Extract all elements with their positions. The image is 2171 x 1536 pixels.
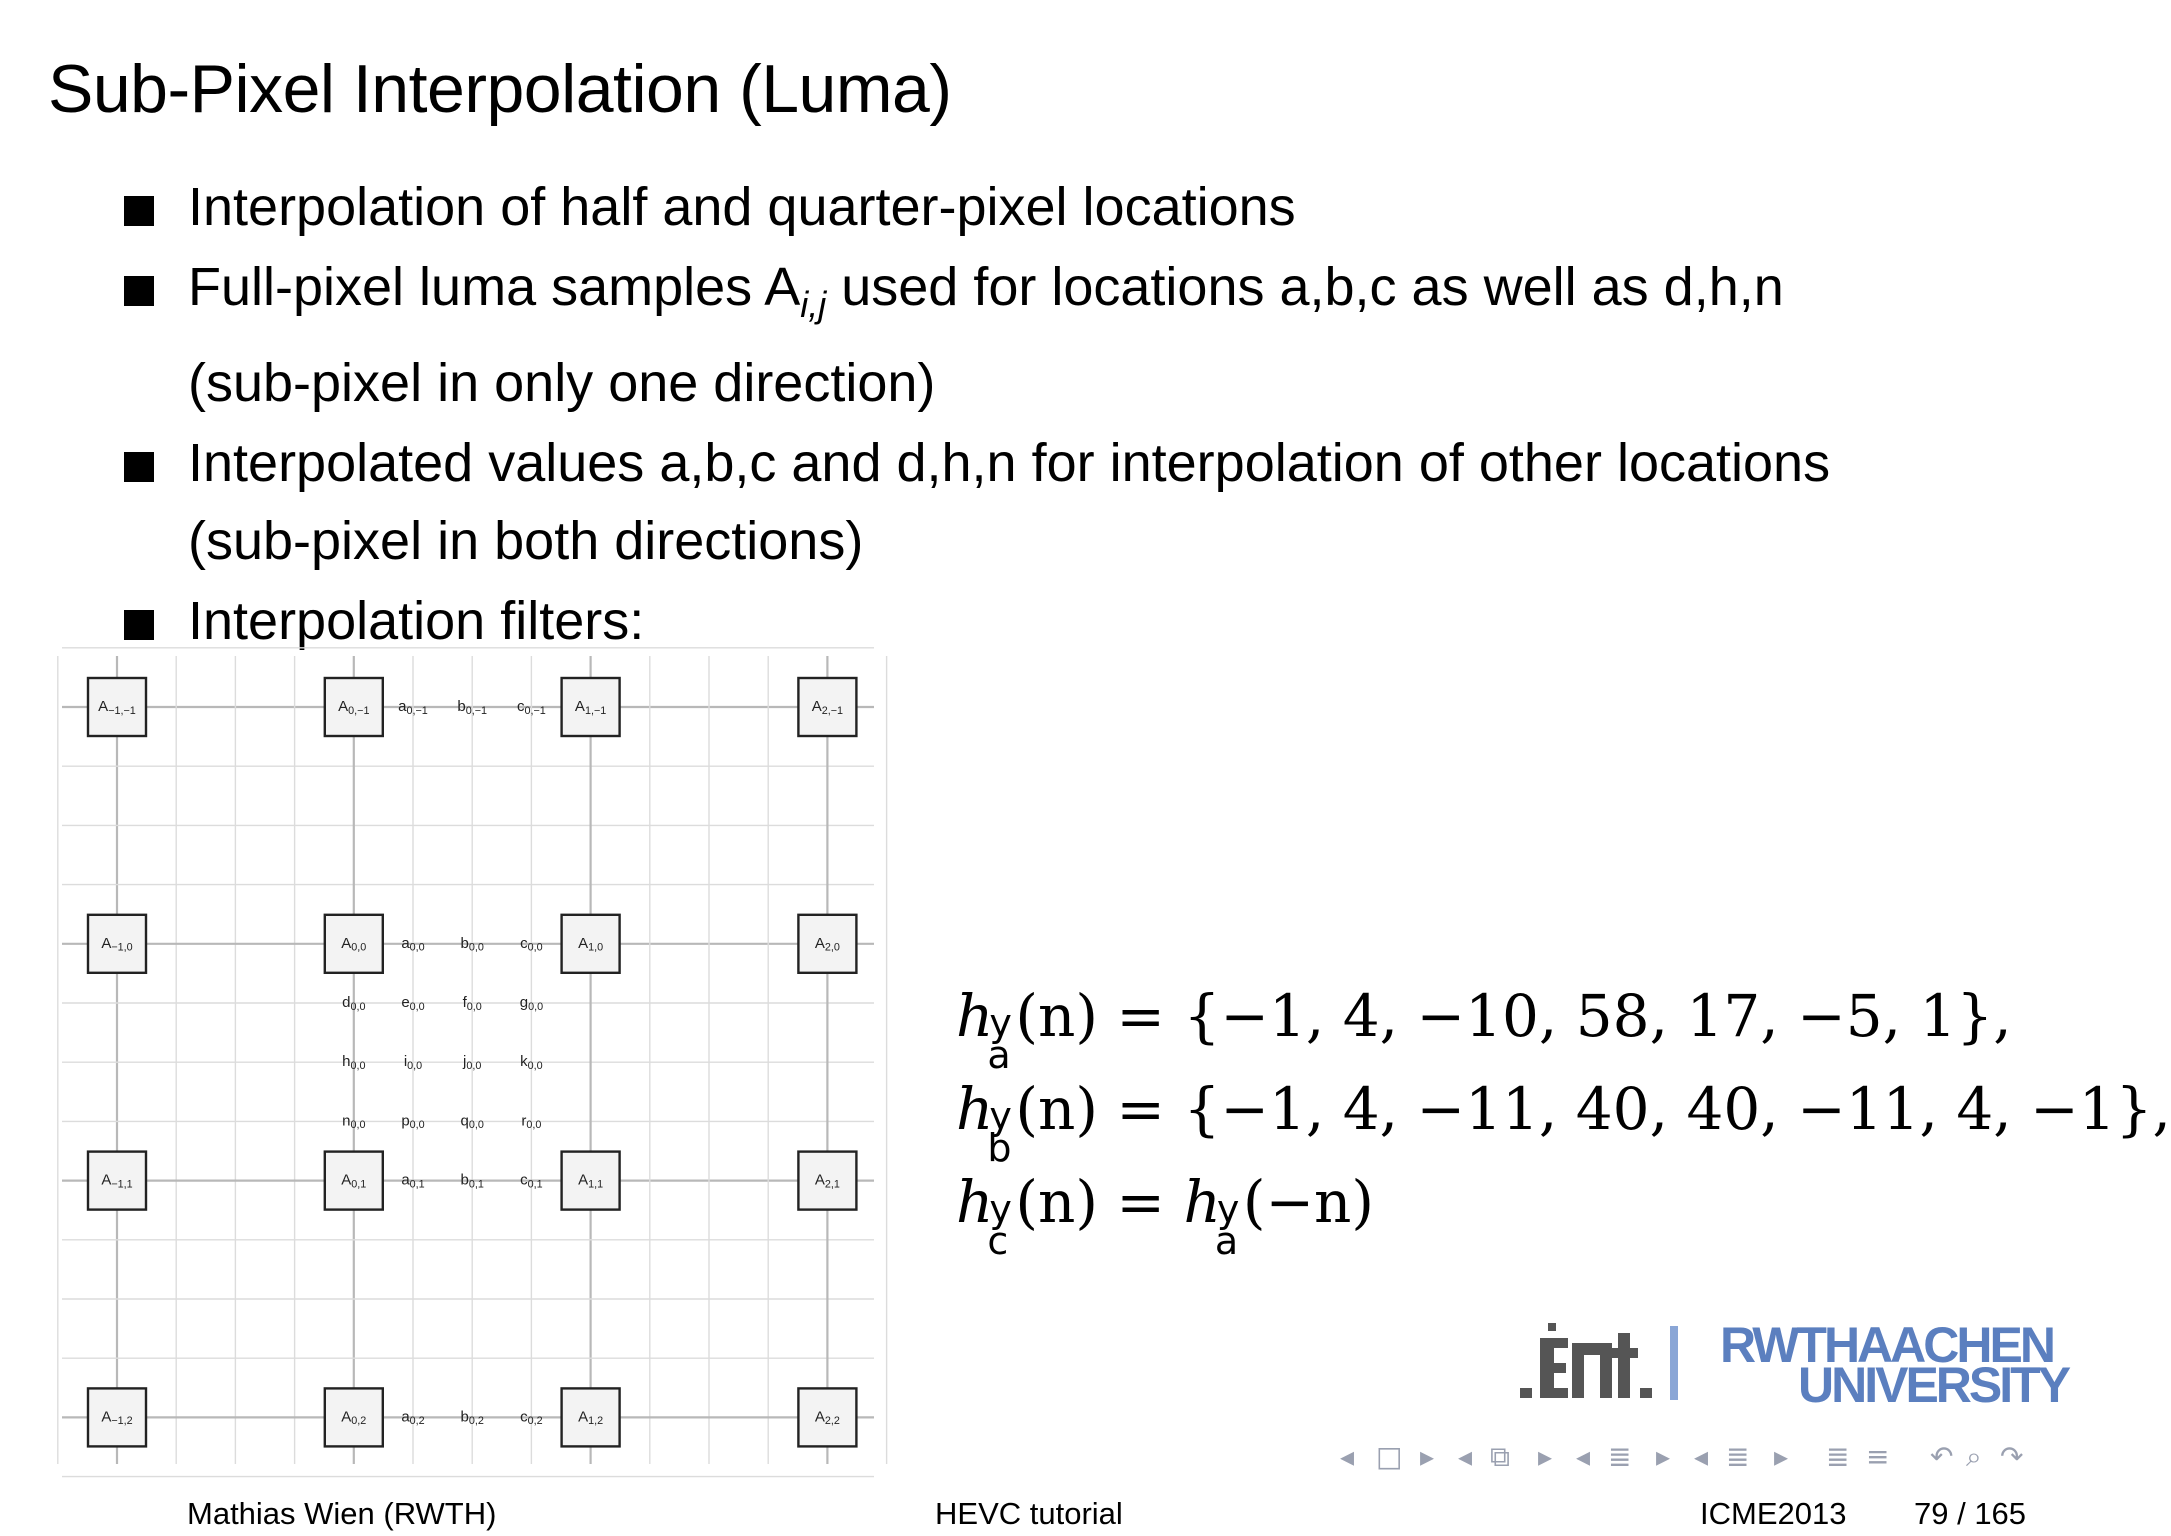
pixel-label: $A_{0,1}$ [341, 1171, 367, 1191]
pixel-label: $A_{2,2}$ [814, 1408, 840, 1428]
pixel-label: $p_{0,0}$ [401, 1112, 425, 1132]
bullet-list [124, 168, 2004, 662]
bullet-text-pre: Full-pixel luma samples A [188, 257, 801, 317]
pixel-label: $A_{-1,0}$ [101, 934, 133, 954]
pixel-label: $h_{0,0}$ [342, 1053, 366, 1072]
pixel-label: $r_{0,0}$ [521, 1112, 542, 1132]
formula-hc: h y c (n) = h y a (−n) [956, 1156, 2171, 1249]
pixel-label: $A_{2,-1}$ [811, 697, 844, 717]
nav-arrow-left-icon[interactable]: ◂ [1458, 1440, 1473, 1473]
nav-arrow-left-icon[interactable]: ◂ [1340, 1440, 1355, 1473]
bullet-item [124, 248, 2004, 422]
bullet-square-icon [124, 276, 154, 306]
pixel-label: $c_{0,2}$ [520, 1408, 543, 1428]
bullet-text-post: used for locations a,b,c as well as d,h,n [826, 257, 1784, 317]
formula-ha: h y a (n) = {−1, 4, −10, 58, 17, −5, 1}, [956, 970, 2171, 1063]
pixel-label: $g_{0,0}$ [519, 993, 544, 1013]
formula-sub: a [987, 1033, 1011, 1077]
formula-rhs: (n) = {−1, 4, −11, 40, 40, −11, 4, −1}, [1015, 1075, 2171, 1143]
pixel-label: $A_{1,-1}$ [574, 697, 607, 717]
pixel-label: $A_{-1,2}$ [101, 1408, 133, 1428]
pixel-label: $A_{1,1}$ [578, 1171, 604, 1191]
formula-sup: y [989, 1094, 1012, 1138]
footer-page-number: 79 / 165 [1914, 1496, 2027, 1531]
bullet-text: Interpolation filters: [188, 591, 645, 651]
formula-rhs-tail: (−n) [1242, 1168, 1375, 1236]
footer-event: ICME2013 [1700, 1496, 1847, 1531]
formula-sup: y [989, 1001, 1012, 1045]
nav-arrow-right-icon[interactable]: ▸ [1774, 1440, 1789, 1473]
pixel-label: $A_{0,0}$ [341, 934, 367, 954]
pixel-label: $a_{0,2}$ [401, 1408, 425, 1428]
pixel-label: $A_{1,0}$ [578, 934, 604, 954]
ient-logo-mark [1520, 1323, 1652, 1398]
bullet-item [124, 424, 2004, 580]
pixel-label: $f_{0,0}$ [462, 993, 482, 1013]
pixel-label: $q_{0,0}$ [460, 1112, 484, 1132]
pixel-label: $c_{0,1}$ [520, 1171, 543, 1191]
nav-undo-icon[interactable]: ↶ [1930, 1440, 1954, 1473]
bullet-subscript: i,j [800, 284, 827, 325]
formula-sub: a [1214, 1219, 1239, 1263]
nav-toc-icon[interactable]: ≣ [1826, 1440, 1850, 1473]
nav-arrow-right-icon[interactable]: ▸ [1538, 1440, 1553, 1473]
pixel-label: $a_{0,0}$ [401, 934, 425, 954]
pixel-label: $a_{0,1}$ [401, 1171, 425, 1191]
pixel-label: $A_{0,-1}$ [338, 697, 370, 717]
footer-author: Mathias Wien (RWTH) [187, 1496, 497, 1531]
bullet-square-icon [124, 452, 154, 482]
bullet-text-line2: (sub-pixel in only one direction) [188, 353, 936, 413]
bullet-item [124, 168, 2004, 246]
pixel-label: $c_{0,-1}$ [516, 697, 546, 717]
pixel-label: $k_{0,0}$ [520, 1053, 543, 1072]
formula-rhs: (n) = [1015, 1168, 1184, 1236]
filter-formulas [956, 970, 2171, 1263]
nav-align-icon[interactable]: ≡ [1866, 1440, 1890, 1473]
footer-title: HEVC tutorial [935, 1496, 1123, 1531]
bullet-text: Interpolated values a,b,c and d,h,n for interpolation of other locations [188, 433, 1831, 493]
bullet-text: Interpolation of half and quarter-pixel locations [188, 177, 1296, 237]
pixel-label: $A_{-1,-1}$ [98, 697, 136, 717]
nav-search-icon[interactable]: ⌕ [1966, 1440, 1982, 1473]
pixel-label: $a_{0,-1}$ [398, 697, 428, 717]
pixel-label: $j_{0,0}$ [463, 1053, 482, 1072]
formula-hb: h y b (n) = {−1, 4, −11, 40, 40, −11, 4, −1}, [956, 1063, 2171, 1156]
nav-arrow-left-icon[interactable]: ◂ [1576, 1440, 1591, 1473]
pixel-label: $A_{2,0}$ [814, 934, 840, 954]
formula-sup: y [989, 1187, 1012, 1231]
nav-arrow-right-icon[interactable]: ▸ [1420, 1440, 1435, 1473]
pixel-label: $d_{0,0}$ [342, 993, 366, 1013]
pixel-label: $A_{1,2}$ [578, 1408, 604, 1428]
nav-redo-icon[interactable]: ↷ [2000, 1440, 2024, 1473]
formula-sub: b [987, 1126, 1012, 1170]
formula-rhs: (n) = {−1, 4, −10, 58, 17, −5, 1}, [1015, 982, 2012, 1050]
pixel-label: $i_{0,0}$ [403, 1053, 423, 1072]
pixel-label: $c_{0,0}$ [520, 934, 543, 954]
slide-title: Sub-Pixel Interpolation (Luma) [48, 51, 952, 127]
pixel-label: $A_{0,2}$ [341, 1408, 367, 1428]
rwth-bottom-text: UNIVERSITY [1798, 1357, 2069, 1413]
nav-arrow-left-icon[interactable]: ◂ [1694, 1440, 1709, 1473]
pixel-label: $A_{-1,1}$ [101, 1171, 133, 1191]
pixel-grid-diagram [62, 656, 874, 1464]
rwth-top-text: RWTHAACHEN [1720, 1317, 2053, 1373]
nav-frame-icon[interactable]: □ [1376, 1440, 1403, 1473]
bullet-square-icon [124, 196, 154, 226]
bullet-square-icon [124, 610, 154, 640]
pixel-label: $A_{2,1}$ [814, 1171, 840, 1191]
pixel-label: $e_{0,0}$ [401, 993, 425, 1013]
pixel-label: $b_{0,0}$ [460, 934, 484, 954]
pixel-label: $n_{0,0}$ [342, 1112, 366, 1132]
formula-sub: c [987, 1219, 1009, 1263]
pixel-label: $b_{0,-1}$ [457, 697, 488, 717]
nav-arrow-right-icon[interactable]: ▸ [1656, 1440, 1671, 1473]
formula-sup: y [1216, 1187, 1240, 1231]
nav-slide-icon[interactable]: ≣ [1726, 1440, 1750, 1473]
ient-rwth-logo [1500, 1317, 2069, 1413]
nav-section-icon[interactable]: ≣ [1608, 1440, 1632, 1473]
bullet-text-line2: (sub-pixel in both directions) [188, 511, 864, 571]
pixel-label: $b_{0,1}$ [460, 1171, 484, 1191]
nav-subsection-icon[interactable]: ⧉ [1490, 1440, 1510, 1473]
pixel-label: $b_{0,2}$ [460, 1408, 484, 1428]
beamer-navigation [1340, 1440, 2040, 1476]
